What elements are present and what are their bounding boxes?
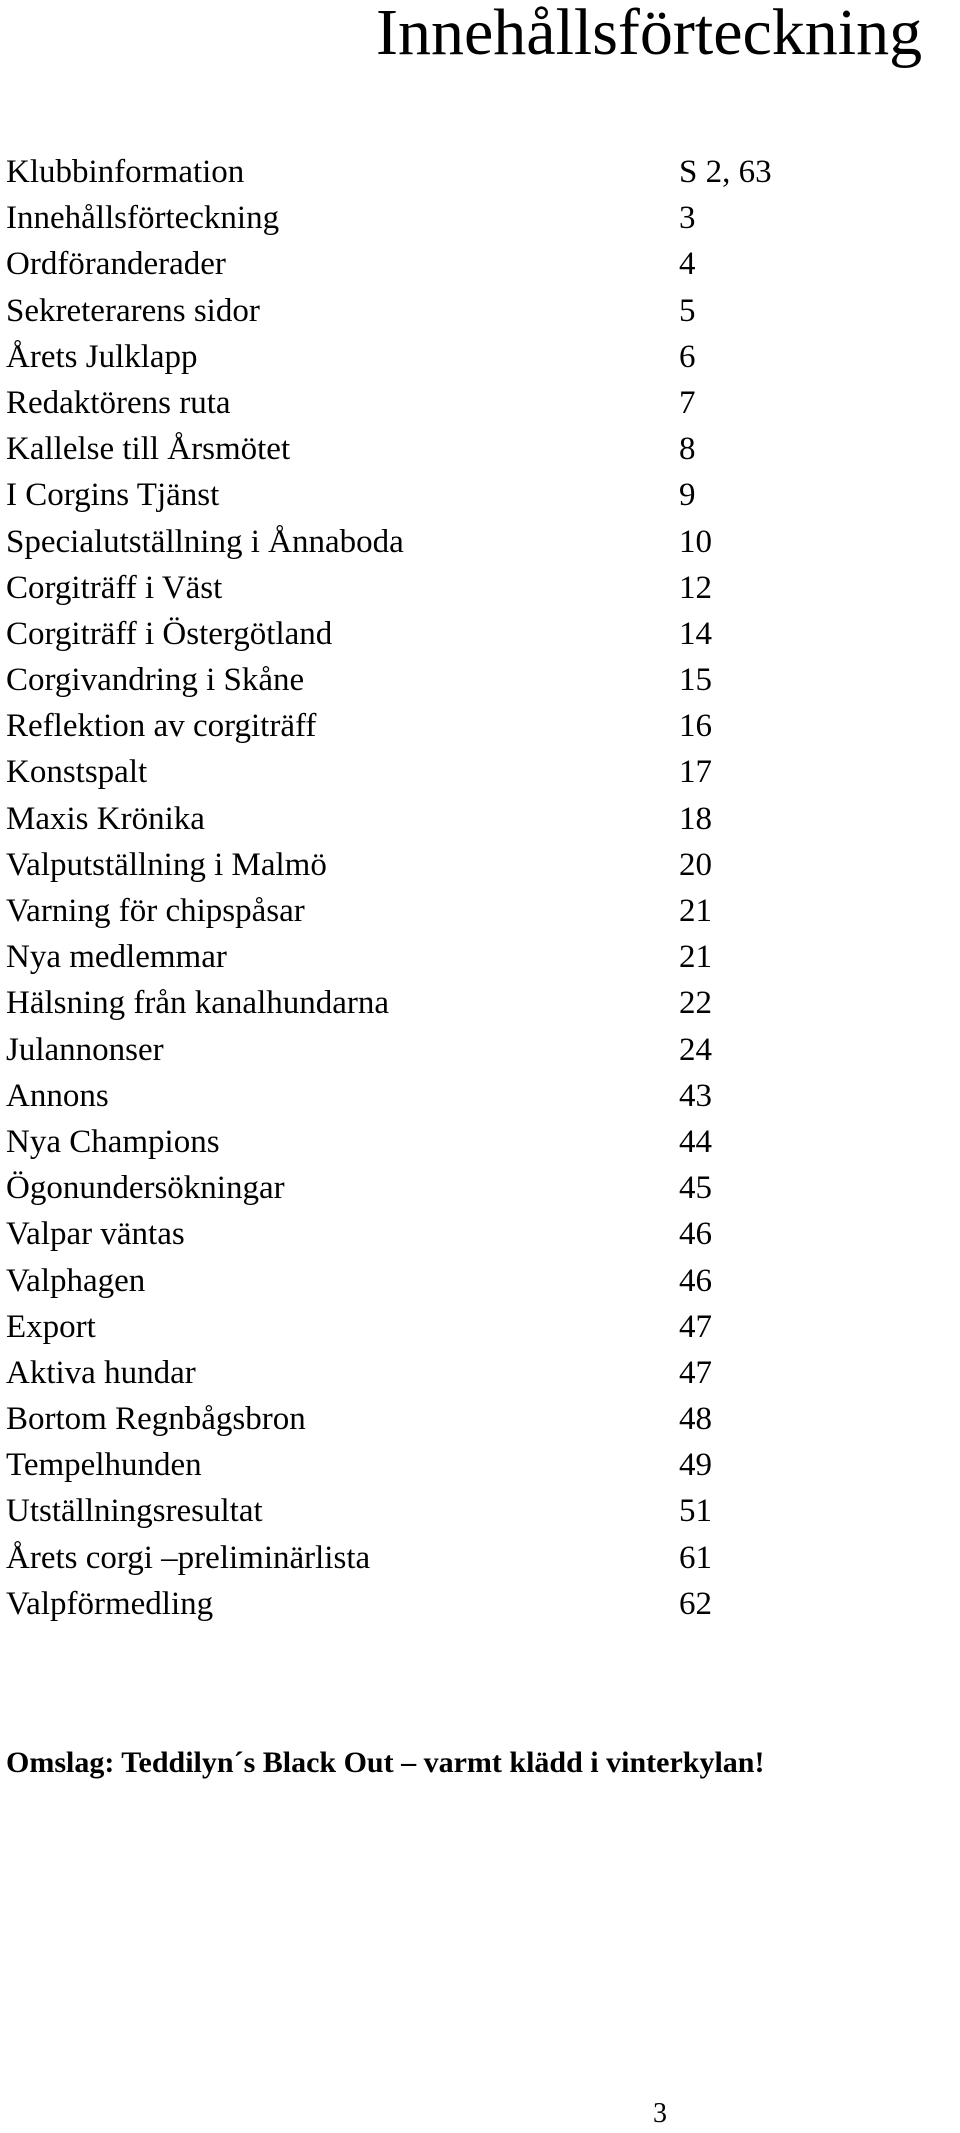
toc-entry-title: Ögonundersökningar [6, 1170, 285, 1207]
toc-entry [6, 334, 906, 380]
toc-entry [6, 426, 906, 472]
toc-entry-title: Ordföranderader [6, 246, 226, 283]
toc-entry-title: Nya medlemmar [6, 939, 227, 976]
toc-entry-page: 12 [679, 569, 712, 606]
page-number: 3 [653, 2098, 667, 2129]
toc-entry [6, 1581, 906, 1627]
toc-entry [6, 611, 906, 657]
toc-entry [6, 842, 906, 888]
toc-entry [6, 1304, 906, 1350]
toc-entry-page: 4 [679, 246, 696, 283]
toc-entry-page: 20 [679, 846, 712, 883]
toc-entry [6, 980, 906, 1026]
toc-entry-title: Aktiva hundar [6, 1354, 196, 1391]
toc-entry-page: 48 [679, 1401, 712, 1438]
toc-entry [6, 1165, 906, 1211]
toc-entry-title: I Corgins Tjänst [6, 477, 220, 514]
toc-entry-page: 3 [679, 200, 696, 237]
toc-entry-page: 17 [679, 754, 712, 791]
toc-entry-title: Nya Champions [6, 1123, 220, 1160]
toc-entry [6, 380, 906, 426]
toc-entry [6, 1073, 906, 1119]
toc-entry [6, 1488, 906, 1534]
toc-entry-title: Corgivandring i Skåne [6, 662, 305, 699]
toc-entry-title: Redaktörens ruta [6, 384, 231, 421]
toc-entry-page: 6 [679, 338, 696, 375]
toc-entry-page: 8 [679, 431, 696, 468]
toc-entry [6, 703, 906, 749]
toc-entry [6, 657, 906, 703]
toc-entry-page: 24 [679, 1031, 712, 1068]
toc-entry-page: 7 [679, 384, 696, 421]
toc-entry-title: Reflektion av corgiträff [6, 708, 317, 745]
toc-entry-page: 22 [679, 985, 712, 1022]
toc-entry [6, 195, 906, 241]
toc-entry [6, 934, 906, 980]
toc-entry-page: 9 [679, 477, 696, 514]
toc-entry-title: Julannonser [6, 1031, 164, 1068]
toc-entry-title: Årets corgi –preliminärlista [6, 1539, 371, 1576]
toc-entry-title: Bortom Regnbågsbron [6, 1401, 306, 1438]
toc-entry [6, 796, 906, 842]
toc-entry [6, 1119, 906, 1165]
toc-entry [6, 1258, 906, 1304]
toc-entry-page: 61 [679, 1539, 712, 1576]
toc-entry-page: 46 [679, 1216, 712, 1253]
toc-entry [6, 241, 906, 287]
toc-entry-title: Export [6, 1308, 96, 1345]
toc-entry [6, 1211, 906, 1257]
toc-entry-title: Sekreterarens sidor [6, 292, 260, 329]
toc-entry [6, 1535, 906, 1581]
toc-entry-title: Corgiträff i Östergötland [6, 615, 333, 652]
toc-entry-page: 5 [679, 292, 696, 329]
toc-entry-title: Corgiträff i Väst [6, 569, 223, 606]
toc-entry-title: Valputställning i Malmö [6, 846, 327, 883]
toc-entry-title: Valpförmedling [6, 1585, 214, 1622]
toc-entry [6, 1027, 906, 1073]
toc-entry-title: Annons [6, 1077, 109, 1114]
toc-entry [6, 1396, 906, 1442]
toc-entry [6, 888, 906, 934]
toc-entry [6, 288, 906, 334]
table-of-contents [6, 149, 906, 1627]
toc-entry-page: 21 [679, 893, 712, 929]
toc-entry [6, 1350, 906, 1396]
toc-entry-page: S 2, 63 [679, 154, 772, 190]
toc-entry-title: Tempelhunden [6, 1447, 202, 1484]
toc-entry-page: 49 [679, 1447, 712, 1484]
toc-entry [6, 565, 906, 611]
toc-entry-title: Konstspalt [6, 754, 148, 791]
toc-entry-page: 62 [679, 1585, 712, 1622]
toc-entry [6, 1442, 906, 1488]
toc-entry-title: Klubbinformation [6, 154, 245, 190]
toc-entry-page: 44 [679, 1123, 712, 1160]
toc-entry-page: 18 [679, 800, 712, 837]
page-title: Innehållsförteckning [376, 0, 923, 69]
toc-entry-page: 14 [679, 615, 712, 652]
toc-entry-page: 47 [679, 1354, 712, 1391]
toc-entry-page: 45 [679, 1170, 712, 1207]
toc-entry-page: 51 [679, 1493, 712, 1530]
toc-entry [6, 472, 906, 518]
toc-entry-title: Specialutställning i Ånnaboda [6, 523, 404, 560]
toc-entry-page: 43 [679, 1077, 712, 1114]
toc-entry-title: Innehållsförteckning [6, 200, 280, 237]
cover-caption: Omslag: Teddilyn´s Black Out – varmt klädd i vinterkylan! [6, 1746, 765, 1779]
toc-entry-title: Utställningsresultat [6, 1493, 263, 1530]
toc-entry-page: 15 [679, 662, 712, 699]
toc-entry [6, 749, 906, 795]
toc-entry-title: Maxis Krönika [6, 800, 205, 837]
toc-entry-title: Kallelse till Årsmötet [6, 431, 291, 468]
toc-entry [6, 149, 906, 195]
toc-entry-title: Varning för chipspåsar [6, 893, 305, 929]
toc-entry-page: 46 [679, 1262, 712, 1299]
toc-entry-page: 21 [679, 939, 712, 976]
toc-entry-page: 16 [679, 708, 712, 745]
toc-entry [6, 519, 906, 565]
toc-entry-page: 47 [679, 1308, 712, 1345]
toc-entry-title: Valpar väntas [6, 1216, 185, 1253]
toc-entry-title: Valphagen [6, 1262, 146, 1299]
toc-entry-title: Hälsning från kanalhundarna [6, 985, 390, 1022]
toc-entry-title: Årets Julklapp [6, 338, 198, 375]
toc-entry-page: 10 [679, 523, 712, 560]
